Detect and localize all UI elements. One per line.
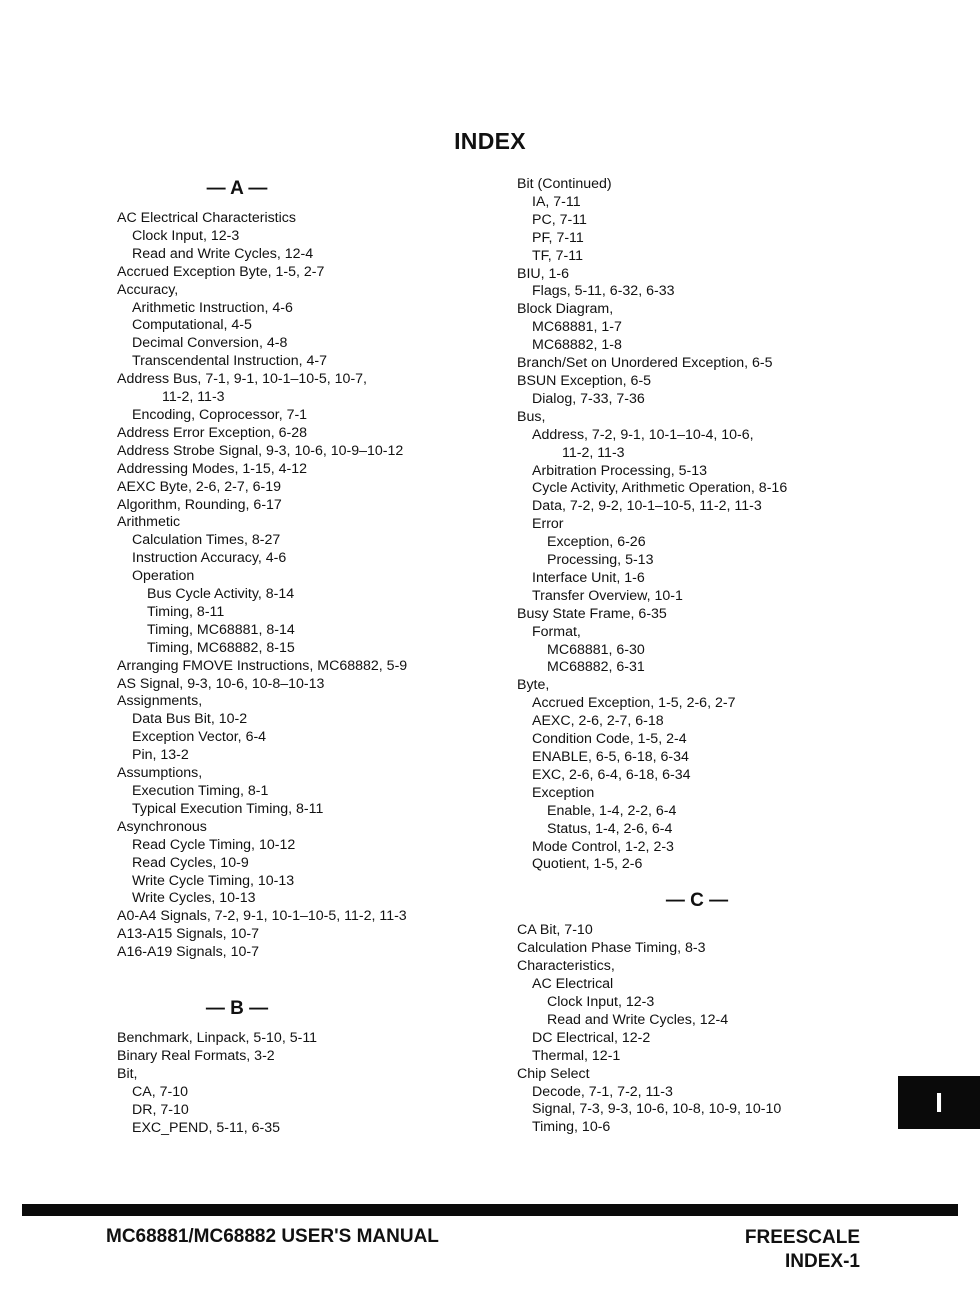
section-heading: — B — [205,998,269,1020]
index-entry: Busy State Frame, 6-35 [517,605,667,622]
index-column-left [117,176,487,1138]
index-entry: Write Cycles, 10-13 [132,890,256,907]
index-entry: Encoding, Coprocessor, 7-1 [132,406,308,423]
index-entry: Cycle Activity, Arithmetic Operation, 8-16 [532,480,788,497]
index-entry: Status, 1-4, 2-6, 6-4 [547,820,673,837]
index-entry: Read Cycle Timing, 10-12 [132,836,296,853]
index-entry: Characteristics, [517,958,615,975]
index-entry: BIU, 1-6 [517,265,570,282]
index-entry: MC68882, 6-31 [547,659,645,676]
index-entry: Computational, 4-5 [132,317,252,334]
index-entry: Interface Unit, 1-6 [532,569,645,586]
index-column-right [517,176,917,1137]
index-entry: Arranging FMOVE Instructions, MC68882, 5-9 [117,657,408,674]
index-entry: Assignments, [117,693,203,710]
index-entry: DR, 7-10 [132,1101,189,1118]
index-entry: Address Error Exception, 6-28 [117,424,308,441]
index-entry: Addressing Modes, 1-15, 4-12 [117,460,308,477]
index-entry: Accrued Exception, 1-5, 2-6, 2-7 [532,695,736,712]
index-entry: Branch/Set on Unordered Exception, 6-5 [517,355,773,372]
index-entry: Calculation Phase Timing, 8-3 [517,940,706,957]
index-entry: Decimal Conversion, 4-8 [132,335,288,352]
index-entry: AEXC, 2-6, 2-7, 6-18 [532,713,664,730]
index-entry-continuation: 11-2, 11-3 [162,389,225,406]
index-entry: A0-A4 Signals, 7-2, 9-1, 10-1–10-5, 11-2, 11-3 [117,908,407,925]
index-entry: Format, [532,623,581,640]
index-entry: Typical Execution Timing, 8-11 [132,800,324,817]
index-entry: MC68881, 1-7 [532,319,622,336]
index-entry: CA Bit, 7-10 [517,922,593,939]
footer-publisher-block [745,1226,860,1274]
index-entry: AEXC Byte, 2-6, 2-7, 6-19 [117,478,282,495]
index-entry: Processing, 5-13 [547,552,654,569]
index-entry: Thermal, 12-1 [532,1047,621,1064]
page-title: INDEX [454,128,526,154]
footer-page-number: INDEX-1 [785,1251,860,1272]
index-entry: Mode Control, 1-2, 2-3 [532,838,674,855]
index-entry: TF, 7-11 [532,247,583,264]
index-entry: Exception Vector, 6-4 [132,729,267,746]
footer-rule [22,1204,958,1216]
index-entry: ENABLE, 6-5, 6-18, 6-34 [532,749,689,765]
index-entry: Block Diagram, [517,301,614,318]
index-entry: Calculation Times, 8-27 [132,532,281,549]
index-entry: Bus Cycle Activity, 8-14 [147,586,295,603]
index-entry: Quotient, 1-5, 2-6 [532,856,643,873]
index-entry: Data, 7-2, 9-2, 10-1–10-5, 11-2, 11-3 [532,498,762,515]
index-entry: Accrued Exception Byte, 1-5, 2-7 [117,263,325,280]
index-entry: Chip Select [517,1065,590,1082]
spacer [117,1022,487,1030]
section-tab: I [898,1076,980,1129]
index-entry-continuation: 11-2, 11-3 [562,444,625,461]
spacer [117,202,487,210]
section-heading: — A — [206,178,268,199]
index-entry: MC68882, 1-8 [532,337,622,354]
index-entry: AS Signal, 9-3, 10-6, 10-8–10-13 [117,675,325,692]
index-entry: Exception, 6-26 [547,534,646,551]
index-entry: A13-A15 Signals, 10-7 [117,926,259,943]
index-entry: Address, 7-2, 9-1, 10-1–10-4, 10-6, [532,426,754,443]
index-entry: Algorithm, Rounding, 6-17 [117,496,282,513]
index-entry: A16-A19 Signals, 10-7 [117,944,259,961]
index-entry: Bit (Continued) [517,176,612,192]
index-entry: Condition Code, 1-5, 2-4 [532,731,687,748]
index-entry: Timing, MC68882, 8-15 [147,639,295,656]
index-entry: Exception [532,784,595,801]
spacer [517,914,917,922]
index-entry: Clock Input, 12-3 [132,227,240,244]
index-entry: Byte, [517,677,550,694]
index-entry: PC, 7-11 [532,211,587,228]
index-entry: Dialog, 7-33, 7-36 [532,390,645,407]
index-entry: IA, 7-11 [532,193,581,210]
index-entry: Flags, 5-11, 6-32, 6-33 [532,283,675,300]
index-entry: AC Electrical Characteristics [117,210,296,226]
index-entry: Address Strobe Signal, 9-3, 10-6, 10-9–10-12 [117,442,404,459]
index-entry: PF, 7-11 [532,229,584,246]
index-entry: BSUN Exception, 6-5 [517,372,652,389]
index-entry: Bus, [517,408,546,425]
index-entry: MC68881, 6-30 [547,641,645,658]
index-entry: Instruction Accuracy, 4-6 [132,550,287,567]
index-entry: Timing, MC68881, 8-14 [147,621,295,638]
index-entry: Asynchronous [117,818,207,835]
index-entry: Address Bus, 7-1, 9-1, 10-1–10-5, 10-7, [117,371,367,388]
index-entry: Decode, 7-1, 7-2, 11-3 [532,1083,673,1100]
index-entry: Arithmetic [117,514,181,531]
footer-manual-title: MC68881/MC68882 USER'S MANUAL [106,1226,439,1247]
index-entry: Arithmetic Instruction, 4-6 [132,299,293,316]
index-entry: Transfer Overview, 10-1 [532,587,683,604]
index-entry: AC Electrical [532,976,614,993]
index-entry: Assumptions, [117,765,203,782]
index-entry: CA, 7-10 [132,1083,188,1100]
index-entry: Arbitration Processing, 5-13 [532,462,708,479]
index-entry: Enable, 1-4, 2-2, 6-4 [547,802,677,819]
index-entry: Write Cycle Timing, 10-13 [132,872,295,889]
index-entry: Bit, [117,1065,138,1082]
spacer [117,962,487,996]
index-entry: DC Electrical, 12-2 [532,1029,651,1046]
index-entry: Binary Real Formats, 3-2 [117,1047,275,1064]
index-entry: Read and Write Cycles, 12-4 [547,1011,729,1028]
index-entry: Benchmark, Linpack, 5-10, 5-11 [117,1030,318,1047]
index-entry: Read Cycles, 10-9 [132,854,249,871]
index-entry: EXC_PEND, 5-11, 6-35 [132,1119,280,1136]
index-entry: Execution Timing, 8-1 [132,783,269,799]
index-entry: Read and Write Cycles, 12-4 [132,245,314,262]
index-entry: Timing, 10-6 [532,1119,611,1136]
index-entry: Pin, 13-2 [132,747,189,764]
section-heading: — C — [665,890,729,912]
index-entry: EXC, 2-6, 6-4, 6-18, 6-34 [532,766,691,783]
index-entry: Clock Input, 12-3 [547,993,655,1010]
index-entry: Operation [132,568,195,585]
spacer [517,874,917,888]
index-entry: Signal, 7-3, 9-3, 10-6, 10-8, 10-9, 10-10 [532,1101,782,1118]
index-entry: Transcendental Instruction, 4-7 [132,353,328,370]
index-entry: Error [532,516,564,533]
index-entry: Timing, 8-11 [147,603,225,620]
index-entry: Data Bus Bit, 10-2 [132,711,248,728]
footer-publisher: FREESCALE [744,1227,860,1248]
index-entry: Accuracy, [117,281,179,298]
